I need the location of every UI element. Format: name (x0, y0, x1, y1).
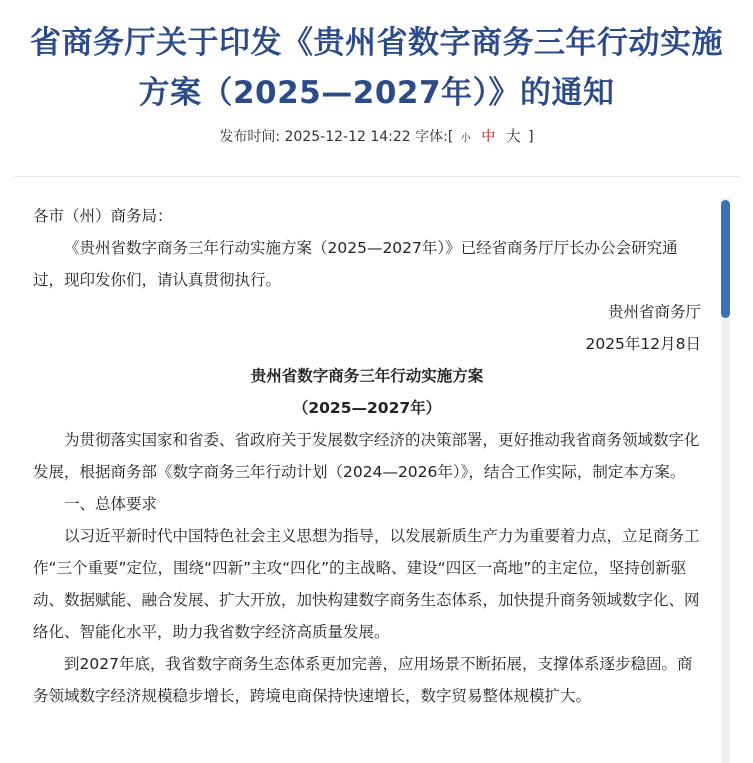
header-divider (14, 176, 740, 177)
page-title-line-1: 省商务厅关于印发《贵州省数字商务三年行动实施 (30, 25, 723, 61)
plan-years: （2025—2027年） (292, 399, 442, 417)
intro-paragraph: 《贵州省数字商务三年行动实施方案（2025—2027年）》已经省商务厅厅长办公会研究通过，现印发你们，请认真贯彻执行。 (33, 239, 678, 289)
plan-paragraph-2: 以习近平新时代中国特色社会主义思想为指导，以发展新质生产力为重要着力点，立足商务工作“三个重要”定位，围绕“四新”主攻“四化”的主战略、建设“四区一高地”的主定位，坚持创新驱动、数据赋能、融合发展、扩大开放，加快构建数字商务生态体系，加快提升商务领域数字化、网络化、智能化水平，助力我省数字经济高质量发展。 (33, 527, 700, 641)
article-body (33, 200, 701, 712)
page-title-line-2: 方案（2025—2027年）》的通知 (138, 75, 615, 111)
font-size-medium-button[interactable]: 中 (481, 129, 496, 145)
signer: 贵州省商务厅 (607, 303, 701, 321)
font-size-small-button[interactable]: 小 (460, 133, 471, 144)
font-size-label: 字体:[ (415, 129, 454, 145)
font-size-bracket-end: ] (528, 129, 534, 145)
issue-date: 2025年12月8日 (585, 335, 701, 353)
scrollbar-thumb[interactable] (721, 200, 730, 318)
addressee: 各市（州）商务局： (33, 207, 173, 225)
font-size-large-button[interactable]: 大 (505, 127, 521, 145)
section-heading-1: 一、总体要求 (64, 495, 158, 513)
plan-title: 贵州省数字商务三年行动实施方案 (250, 367, 484, 385)
article-meta (0, 126, 753, 149)
publish-time: 发布时间: 2025-12-12 14:22 (219, 129, 411, 145)
plan-paragraph-1: 为贯彻落实国家和省委、省政府关于发展数字经济的决策部署，更好推动我省商务领域数字化发展，根据商务部《数字商务三年行动计划（2024—2026年）》，结合工作实际，制定本方案。 (33, 431, 700, 481)
page-title (0, 18, 753, 118)
plan-paragraph-3: 到2027年底，我省数字商务生态体系更加完善，应用场景不断拓展，支撑体系逐步稳固。商务领域数字经济规模稳步增长，跨境电商保持快速增长，数字贸易整体规模扩大。 (33, 655, 693, 705)
